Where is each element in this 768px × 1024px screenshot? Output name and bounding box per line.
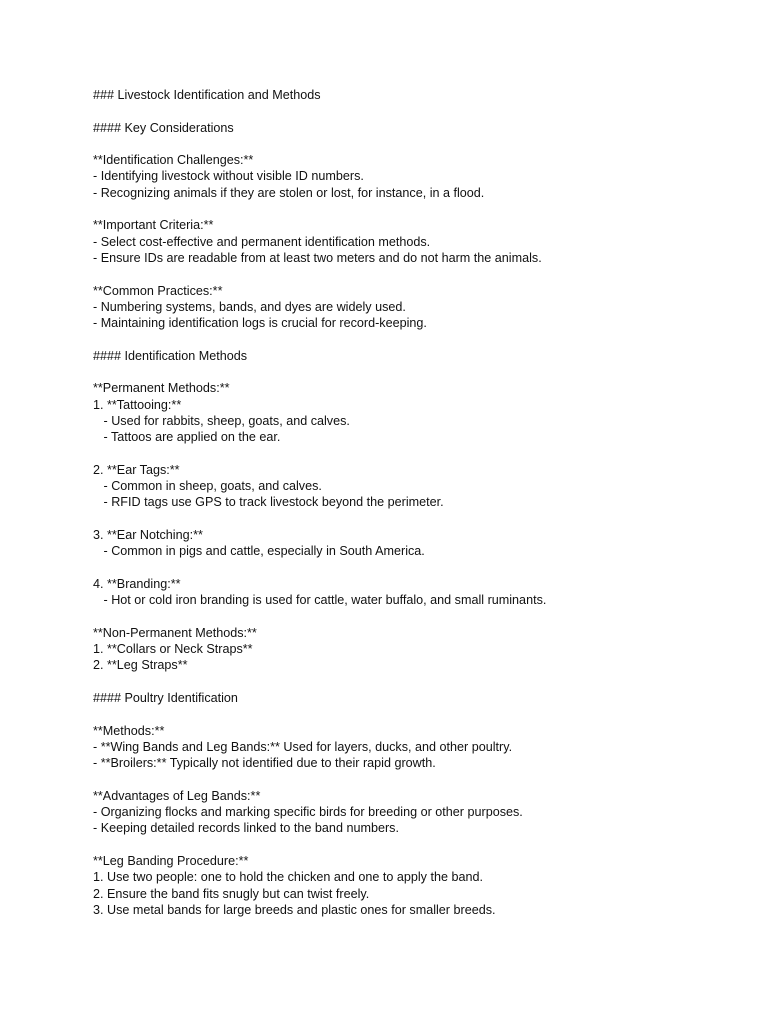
blank-line — [93, 364, 733, 380]
text-line: - Maintaining identification logs is crucial for record-keeping. — [93, 316, 427, 331]
text-line: - Recognizing animals if they are stolen or lost, for instance, in a flood. — [93, 185, 485, 200]
blank-line — [93, 136, 733, 152]
text-line: - Select cost-effective and permanent identification methods. — [93, 234, 431, 249]
blank-line — [93, 201, 733, 217]
text-line: **Permanent Methods:** — [93, 381, 230, 396]
blank-line — [93, 103, 733, 119]
text-line: #### Key Considerations — [93, 120, 234, 135]
text-line: 1. **Collars or Neck Straps** — [93, 642, 253, 657]
text-line: **Identification Challenges:** — [93, 153, 254, 168]
blank-line — [93, 511, 733, 527]
text-line: **Non-Permanent Methods:** — [93, 625, 257, 640]
text-line: - Identifying livestock without visible ID numbers. — [93, 169, 364, 184]
blank-line — [93, 331, 733, 347]
blank-line — [93, 609, 733, 625]
text-line: - Common in pigs and cattle, especially in South America. — [93, 544, 425, 559]
text-line: **Leg Banding Procedure:** — [93, 853, 249, 868]
text-line: 2. **Ear Tags:** — [93, 462, 180, 477]
blank-line — [93, 837, 733, 853]
text-line: #### Poultry Identification — [93, 690, 238, 705]
text-line: 3. Use metal bands for large breeds and plastic ones for smaller breeds. — [93, 902, 496, 917]
text-line: 2. **Leg Straps** — [93, 658, 188, 673]
blank-line — [93, 266, 733, 282]
text-line: - Ensure IDs are readable from at least two meters and do not harm the animals. — [93, 250, 542, 265]
text-line: 1. Use two people: one to hold the chicken and one to apply the band. — [93, 870, 483, 885]
text-line: - Keeping detailed records linked to the band numbers. — [93, 821, 399, 836]
text-line: - Hot or cold iron branding is used for cattle, water buffalo, and small ruminants. — [93, 593, 547, 608]
text-line: **Common Practices:** — [93, 283, 223, 298]
text-line: **Important Criteria:** — [93, 218, 214, 233]
text-line: - **Broilers:** Typically not identified due to their rapid growth. — [93, 756, 436, 771]
text-line: 3. **Ear Notching:** — [93, 528, 203, 543]
text-line: - Used for rabbits, sheep, goats, and calves. — [93, 413, 350, 428]
text-line: - **Wing Bands and Leg Bands:** Used for layers, ducks, and other poultry. — [93, 739, 513, 754]
text-line: - Numbering systems, bands, and dyes are widely used. — [93, 299, 406, 314]
blank-line — [93, 446, 733, 462]
text-line: - Common in sheep, goats, and calves. — [93, 479, 322, 494]
text-line: - Organizing flocks and marking specific birds for breeding or other purposes. — [93, 805, 523, 820]
text-line: 4. **Branding:** — [93, 576, 181, 591]
blank-line — [93, 771, 733, 787]
blank-line — [93, 560, 733, 576]
text-line: #### Identification Methods — [93, 348, 248, 363]
text-line: - Tattoos are applied on the ear. — [93, 430, 281, 445]
text-line: ### Livestock Identification and Methods — [93, 88, 321, 102]
text-line: 2. Ensure the band fits snugly but can twist freely. — [93, 886, 370, 901]
text-line: **Methods:** — [93, 723, 165, 738]
text-line: - RFID tags use GPS to track livestock beyond the perimeter. — [93, 495, 444, 510]
document-page — [93, 87, 733, 918]
text-line: 1. **Tattooing:** — [93, 397, 182, 412]
text-line: **Advantages of Leg Bands:** — [93, 788, 261, 803]
blank-line — [93, 706, 733, 722]
blank-line — [93, 674, 733, 690]
